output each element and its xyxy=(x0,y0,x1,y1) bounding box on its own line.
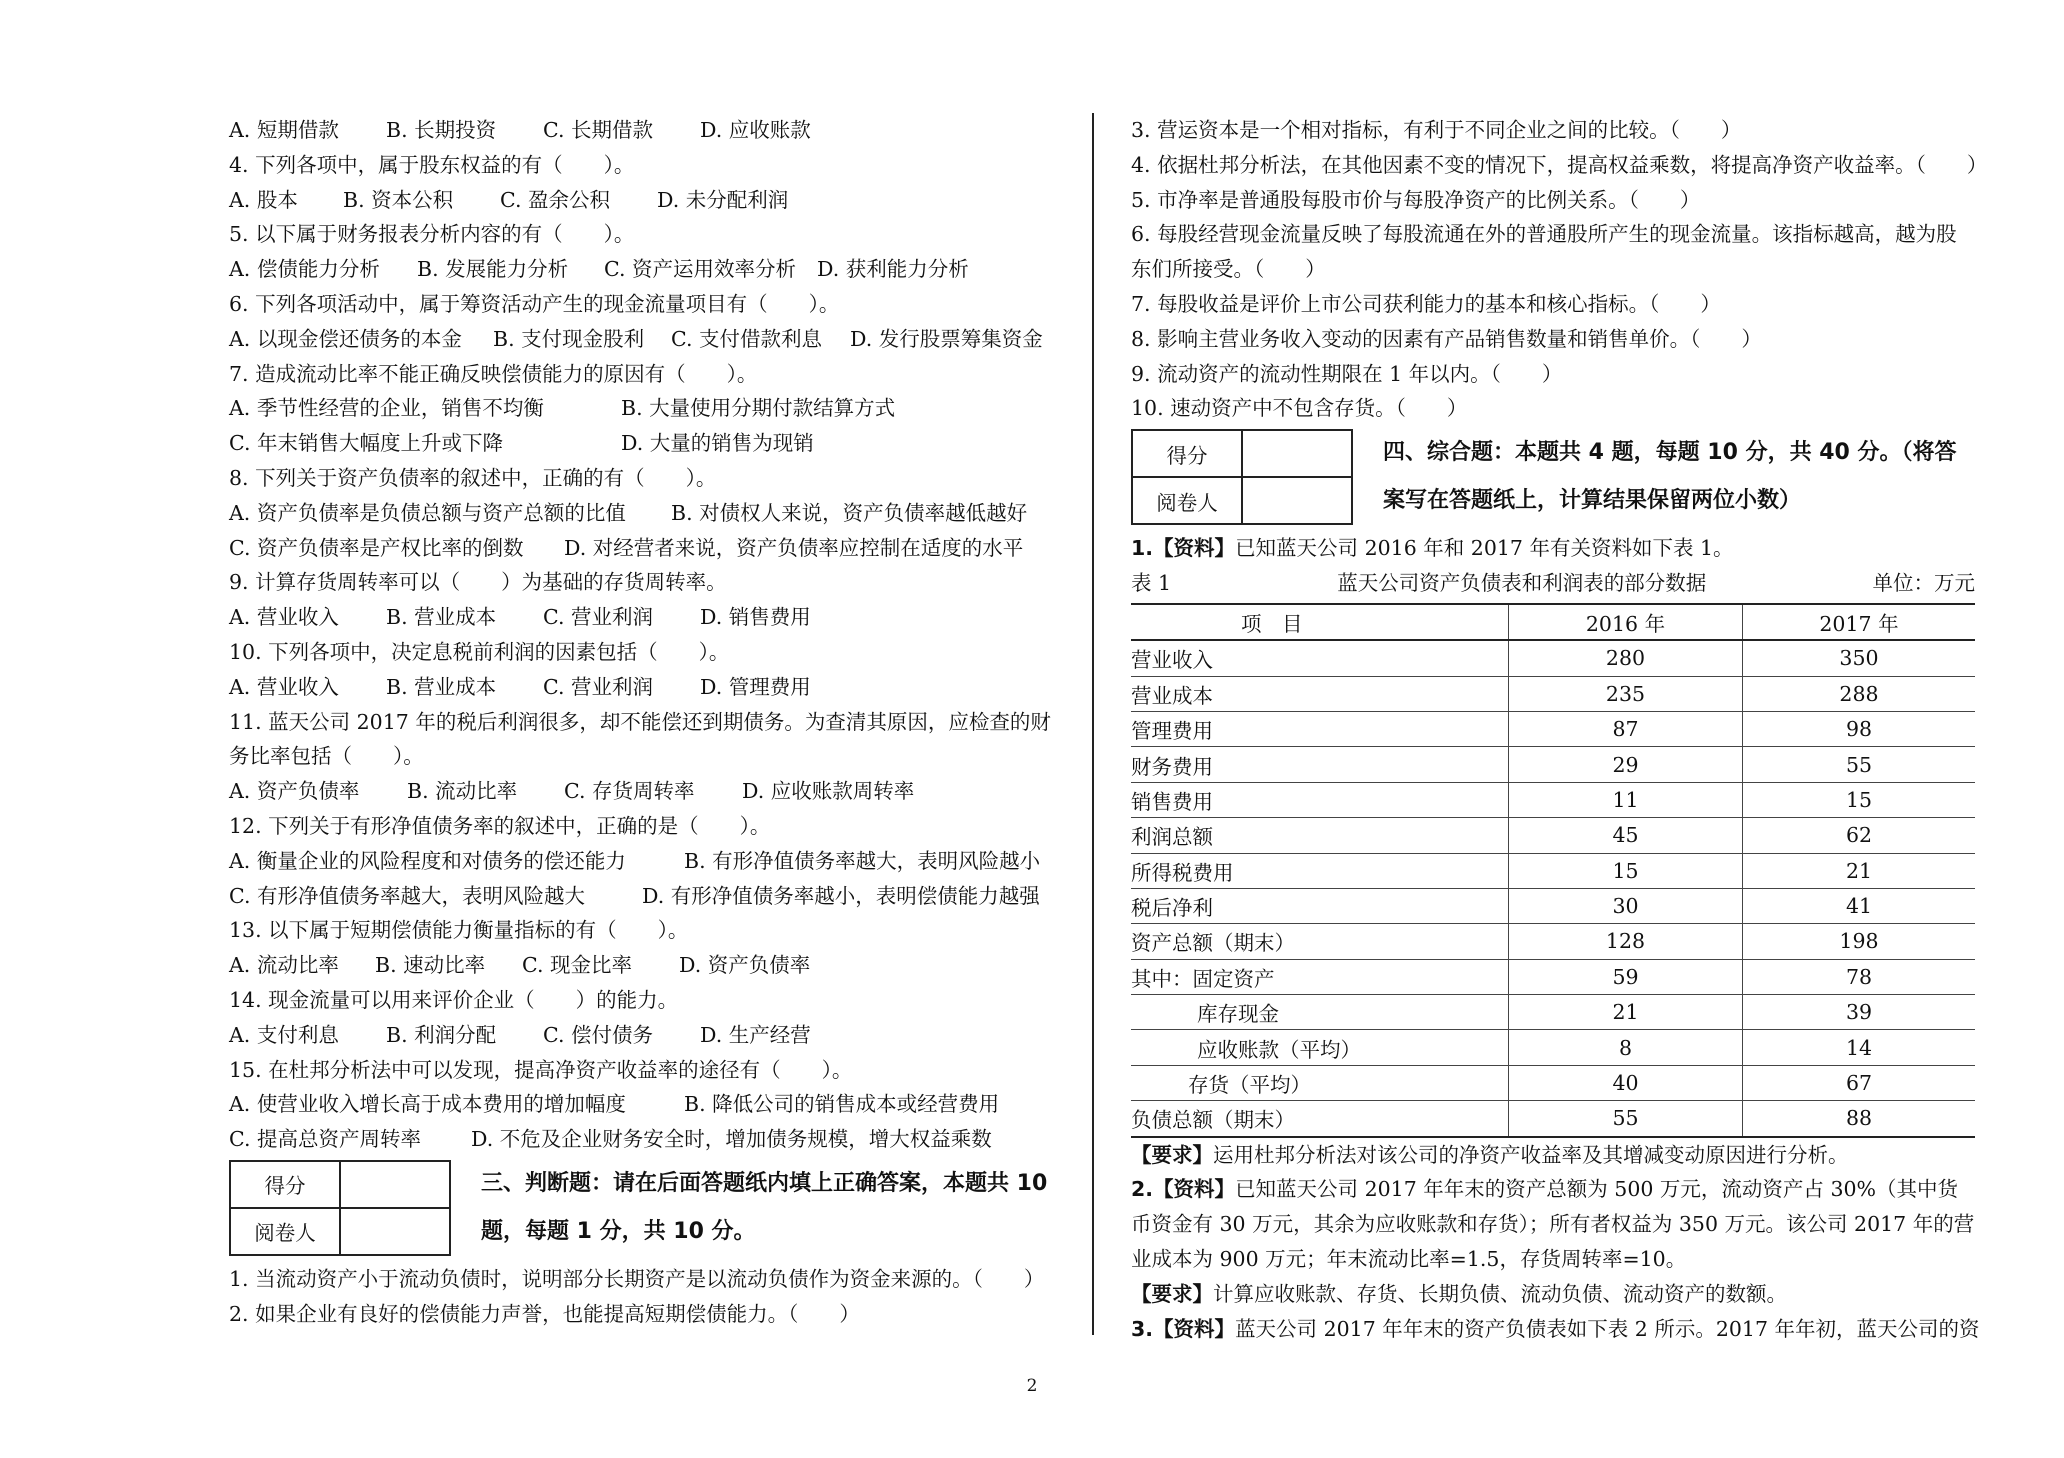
value-2016: 8 xyxy=(1509,1030,1743,1065)
section4-head: 四、综合题： xyxy=(1383,440,1516,466)
row-label: 税后净利 xyxy=(1131,888,1509,923)
question-10: 10. 下列各项中，决定息税前利润的因素包括（ ）。 xyxy=(229,639,730,664)
q9-options xyxy=(229,600,1061,635)
q9-option-b: B. 营业成本 xyxy=(386,605,497,630)
column-divider xyxy=(1092,113,1094,1335)
table-row xyxy=(1131,924,1975,959)
q15-options-row2 xyxy=(229,1122,1061,1157)
judgement-4: 4. 依据杜邦分析法，在其他因素不变的情况下，提高权益乘数，将提高净资产收益率。（ ） xyxy=(1131,152,1988,177)
question-14: 14. 现金流量可以用来评价企业（ ）的能力。 xyxy=(229,987,679,1012)
q7-option-b: B. 大量使用分期付款结算方式 xyxy=(621,396,896,421)
comprehensive-3 xyxy=(1131,1312,1980,1347)
q8-option-d: D. 对经营者来说，资产负债率应控制在适度的水平 xyxy=(564,535,1024,560)
q10-option-d: D. 管理费用 xyxy=(700,674,811,699)
q7-option-d: D. 大量的销售为现销 xyxy=(621,431,814,456)
c1-tag: 1.【资料】 xyxy=(1131,536,1236,561)
judgement-5: 5. 市净率是普通股每股市价与每股净资产的比例关系。（ ） xyxy=(1131,187,1701,212)
c2-text: 已知蓝天公司 2017 年年末的资产总额为 500 万元，流动资产占 30%（其中货币资金有 30 万元，其余为应收账款和存货）；所有者权益为 350 万元。该公司 2017 年的营业成本为 900 万元；年末流动比率=1.5，存货周转率=10。 xyxy=(1131,1177,1975,1272)
q9-option-a: A. 营业收入 xyxy=(229,605,339,630)
q15-option-d: D. 不危及企业财务安全时，增加债务规模，增大权益乘数 xyxy=(471,1127,992,1152)
score-box xyxy=(229,1160,451,1256)
q4-option-d: D. 未分配利润 xyxy=(657,187,789,212)
q9-option-c: C. 营业利润 xyxy=(543,605,653,630)
q10-option-b: B. 营业成本 xyxy=(386,674,497,699)
row-label: 利润总额 xyxy=(1131,818,1509,853)
row-label: 财务费用 xyxy=(1131,747,1509,782)
value-2017: 15 xyxy=(1742,782,1975,817)
q15-options-row1 xyxy=(229,1087,1061,1122)
q5-option-b: B. 发展能力分析 xyxy=(417,257,569,282)
q6-options xyxy=(229,322,1061,357)
section4-desc: 本题共 4 题，每题 10 分，共 40 分。（将答案写在答题纸上，计算结果保留两位小数） xyxy=(1383,440,1957,514)
value-2016: 29 xyxy=(1509,747,1743,782)
row-label: 其中：固定资产 xyxy=(1131,959,1509,994)
question-12: 12. 下列关于有形净值债务率的叙述中，正确的是（ ）。 xyxy=(229,813,771,838)
q7-option-c: C. 年末销售大幅度上升或下降 xyxy=(229,431,503,456)
table-row xyxy=(1131,782,1975,817)
q5-options xyxy=(229,252,1061,287)
q3-option-d: D. 应收账款 xyxy=(700,118,811,142)
row-label: 所得税费用 xyxy=(1131,853,1509,888)
score-box xyxy=(1131,429,1353,525)
req2-text: 计算应收账款、存货、长期负债、流动负债、流动资产的数额。 xyxy=(1213,1281,1787,1306)
value-2016: 45 xyxy=(1509,818,1743,853)
q8-options-row1 xyxy=(229,496,1061,531)
q8-option-b: B. 对债权人来说，资产负债率越低越好 xyxy=(671,500,1028,525)
q9-option-d: D. 销售费用 xyxy=(700,605,811,630)
section3-header xyxy=(229,1160,1061,1256)
question-4: 4. 下列各项中，属于股东权益的有（ ）。 xyxy=(229,152,635,177)
q5-option-a: A. 偿债能力分析 xyxy=(229,257,380,282)
value-2017: 62 xyxy=(1742,818,1975,853)
reviewer-label: 阅卷人 xyxy=(230,1208,340,1255)
requirement-2 xyxy=(1131,1277,1975,1312)
value-2017: 98 xyxy=(1742,711,1975,746)
c3-text: 蓝天公司 2017 年年末的资产负债表如下表 2 所示。2017 年年初，蓝天公司的资 xyxy=(1235,1316,1980,1341)
row-label: 库存现金 xyxy=(1131,995,1509,1030)
value-2017: 39 xyxy=(1742,995,1975,1030)
q4-option-a: A. 股本 xyxy=(229,187,298,212)
value-2017: 21 xyxy=(1742,853,1975,888)
requirement-1 xyxy=(1131,1138,1975,1173)
req2-tag: 【要求】 xyxy=(1131,1281,1213,1306)
q14-option-a: A. 支付利息 xyxy=(229,1022,339,1047)
q7-options-row1 xyxy=(229,391,1061,426)
row-label: 存货（平均） xyxy=(1131,1065,1509,1100)
question-5: 5. 以下属于财务报表分析内容的有（ ）。 xyxy=(229,222,635,247)
value-2017: 55 xyxy=(1742,747,1975,782)
q12-option-b: B. 有形净值债务率越大，表明风险越小 xyxy=(684,848,1041,873)
c2-tag: 2.【资料】 xyxy=(1131,1177,1236,1202)
value-2017: 78 xyxy=(1742,959,1975,994)
value-2017: 198 xyxy=(1742,924,1975,959)
table-row xyxy=(1131,959,1975,994)
comprehensive-2 xyxy=(1131,1172,1975,1276)
row-label: 资产总额（期末） xyxy=(1131,924,1509,959)
value-2016: 15 xyxy=(1509,853,1743,888)
page-number: 2 xyxy=(1026,1376,1038,1396)
section4-header xyxy=(1131,429,1975,525)
value-2017: 350 xyxy=(1742,640,1975,676)
score-field[interactable] xyxy=(1242,430,1352,477)
question-13: 13. 以下属于短期偿债能力衡量指标的有（ ）。 xyxy=(229,918,689,943)
q10-option-a: A. 营业收入 xyxy=(229,674,339,699)
table-row xyxy=(1131,1101,1975,1137)
q8-option-c: C. 资产负债率是产权比率的倒数 xyxy=(229,535,524,560)
table-row xyxy=(1131,853,1975,888)
value-2017: 14 xyxy=(1742,1030,1975,1065)
q13-option-d: D. 资产负债率 xyxy=(679,953,811,978)
judgement-3: 3. 营运资本是一个相对指标，有利于不同企业之间的比较。（ ） xyxy=(1131,118,1742,142)
value-2016: 87 xyxy=(1509,711,1743,746)
q3-option-c: C. 长期借款 xyxy=(543,118,653,142)
table-caption xyxy=(1131,566,1975,601)
question-11: 11. 蓝天公司 2017 年的税后利润很多，却不能偿还到期债务。为查清其原因，应检查的财务比率包括（ ）。 xyxy=(229,709,1051,769)
table-unit: 单位：万元 xyxy=(1872,570,1975,595)
q6-option-d: D. 发行股票筹集资金 xyxy=(850,326,1043,351)
q15-option-a: A. 使营业收入增长高于成本费用的增加幅度 xyxy=(229,1092,626,1117)
q15-option-b: B. 降低公司的销售成本或经营费用 xyxy=(684,1092,1000,1117)
q3-option-b: B. 长期投资 xyxy=(386,118,497,142)
q13-options xyxy=(229,948,1061,983)
value-2016: 128 xyxy=(1509,924,1743,959)
req1-text: 运用杜邦分析法对该公司的净资产收益率及其增减变动原因进行分析。 xyxy=(1213,1142,1849,1167)
value-2016: 235 xyxy=(1509,676,1743,711)
value-2016: 55 xyxy=(1509,1101,1743,1137)
q11-option-c: C. 存货周转率 xyxy=(564,779,695,804)
value-2016: 280 xyxy=(1509,640,1743,676)
row-label: 管理费用 xyxy=(1131,711,1509,746)
q14-options xyxy=(229,1018,1061,1053)
judgement-6: 6. 每股经营现金流量反映了每股流通在外的普通股所产生的现金流量。该指标越高，越为股东们所接受。（ ） xyxy=(1131,222,1957,282)
reviewer-field[interactable] xyxy=(1242,477,1352,524)
score-label: 得分 xyxy=(1132,430,1242,477)
q6-option-c: C. 支付借款利息 xyxy=(671,326,822,351)
q14-option-b: B. 利润分配 xyxy=(386,1022,497,1047)
judgement-9: 9. 流动资产的流动性期限在 1 年以内。（ ） xyxy=(1131,361,1563,386)
q13-option-c: C. 现金比率 xyxy=(522,953,632,978)
section3-title: 三、判断题：请在后面答题纸内填上正确答案，本题共 10 题，每题 1 分，共 10 分。 xyxy=(481,1170,1048,1244)
section4-title xyxy=(1383,429,1973,525)
row-label: 销售费用 xyxy=(1131,782,1509,817)
judgement-1: 1. 当流动资产小于流动负债时，说明部分长期资产是以流动负债作为资金来源的。（ ） xyxy=(229,1266,1045,1291)
q14-option-d: D. 生产经营 xyxy=(700,1022,811,1047)
q12-option-c: C. 有形净值债务率越大，表明风险越大 xyxy=(229,883,585,908)
q4-option-b: B. 资本公积 xyxy=(343,187,454,212)
row-label: 负债总额（期末） xyxy=(1131,1101,1509,1137)
score-label: 得分 xyxy=(230,1161,340,1208)
value-2016: 40 xyxy=(1509,1065,1743,1100)
table-row xyxy=(1131,640,1975,676)
row-label: 营业成本 xyxy=(1131,676,1509,711)
q6-option-b: B. 支付现金股利 xyxy=(493,326,645,351)
score-field[interactable] xyxy=(340,1161,450,1208)
table-row xyxy=(1131,1065,1975,1100)
q3-options xyxy=(229,113,1061,148)
row-label: 营业收入 xyxy=(1131,640,1509,676)
req1-tag: 【要求】 xyxy=(1131,1142,1213,1167)
q7-option-a: A. 季节性经营的企业，销售不均衡 xyxy=(229,396,544,421)
table-row xyxy=(1131,711,1975,746)
table-number: 表 1 xyxy=(1131,570,1172,595)
header-2017: 2017 年 xyxy=(1742,604,1975,640)
value-2016: 30 xyxy=(1509,888,1743,923)
value-2017: 88 xyxy=(1742,1101,1975,1137)
q4-option-c: C. 盈余公积 xyxy=(500,187,610,212)
value-2016: 59 xyxy=(1509,959,1743,994)
q11-options xyxy=(229,774,1061,809)
reviewer-field[interactable] xyxy=(340,1208,450,1255)
question-8: 8. 下列关于资产负债率的叙述中，正确的有（ ）。 xyxy=(229,465,717,490)
judgement-10: 10. 速动资产中不包含存货。（ ） xyxy=(1131,396,1468,421)
q11-option-b: B. 流动比率 xyxy=(407,779,518,804)
header-2016: 2016 年 xyxy=(1509,604,1743,640)
c3-tag: 3.【资料】 xyxy=(1131,1316,1236,1341)
q12-options-row1 xyxy=(229,844,1061,879)
q7-options-row2 xyxy=(229,426,1061,461)
comprehensive-1-intro xyxy=(1131,531,1975,566)
header-item: 项 目 xyxy=(1131,604,1509,640)
q10-option-c: C. 营业利润 xyxy=(543,674,653,699)
table-title: 蓝天公司资产负债表和利润表的部分数据 xyxy=(1337,570,1707,595)
c1-text: 已知蓝天公司 2016 年和 2017 年有关资料如下表 1。 xyxy=(1235,536,1734,561)
q5-option-c: C. 资产运用效率分析 xyxy=(604,257,796,282)
q10-options xyxy=(229,670,1061,705)
value-2017: 67 xyxy=(1742,1065,1975,1100)
question-6: 6. 下列各项活动中，属于筹资活动产生的现金流量项目有（ ）。 xyxy=(229,291,840,316)
table-row xyxy=(1131,747,1975,782)
value-2016: 21 xyxy=(1509,995,1743,1030)
table-row xyxy=(1131,995,1975,1030)
q12-option-d: D. 有形净值债务率越小，表明偿债能力越强 xyxy=(642,883,1040,908)
q14-option-c: C. 偿付债务 xyxy=(543,1022,653,1047)
q8-option-a: A. 资产负债率是负债总额与资产总额的比值 xyxy=(229,500,626,525)
q13-option-b: B. 速动比率 xyxy=(375,953,486,978)
q6-option-a: A. 以现金偿还债务的本金 xyxy=(229,326,462,351)
value-2016: 11 xyxy=(1509,782,1743,817)
q12-options-row2 xyxy=(229,879,1061,914)
table-row xyxy=(1131,818,1975,853)
q12-option-a: A. 衡量企业的风险程度和对债务的偿还能力 xyxy=(229,848,626,873)
q13-option-a: A. 流动比率 xyxy=(229,953,339,978)
value-2017: 41 xyxy=(1742,888,1975,923)
financial-data-table xyxy=(1131,603,1975,1138)
value-2017: 288 xyxy=(1742,676,1975,711)
reviewer-label: 阅卷人 xyxy=(1132,477,1242,524)
judgement-2: 2. 如果企业有良好的偿债能力声誉，也能提高短期偿债能力。（ ） xyxy=(229,1301,860,1326)
q3-option-a: A. 短期借款 xyxy=(229,118,339,142)
table-header-row xyxy=(1131,604,1975,640)
question-7: 7. 造成流动比率不能正确反映偿债能力的原因有（ ）。 xyxy=(229,361,758,386)
q11-option-d: D. 应收账款周转率 xyxy=(742,779,915,804)
question-9: 9. 计算存货周转率可以（ ）为基础的存货周转率。 xyxy=(229,570,727,595)
left-column xyxy=(229,113,1061,1332)
judgement-7: 7. 每股收益是评价上市公司获利能力的基本和核心指标。（ ） xyxy=(1131,291,1721,316)
right-column xyxy=(1131,113,1988,1346)
q5-option-d: D. 获利能力分析 xyxy=(817,257,969,282)
table-row xyxy=(1131,676,1975,711)
table-row xyxy=(1131,1030,1975,1065)
q8-options-row2 xyxy=(229,531,1061,566)
q15-option-c: C. 提高总资产周转率 xyxy=(229,1127,421,1152)
q11-option-a: A. 资产负债率 xyxy=(229,779,360,804)
row-label: 应收账款（平均） xyxy=(1131,1030,1509,1065)
question-15: 15. 在杜邦分析法中可以发现，提高净资产收益率的途径有（ ）。 xyxy=(229,1057,853,1082)
q4-options xyxy=(229,183,1061,218)
judgement-8: 8. 影响主营业务收入变动的因素有产品销售数量和销售单价。（ ） xyxy=(1131,326,1762,351)
table-row xyxy=(1131,888,1975,923)
